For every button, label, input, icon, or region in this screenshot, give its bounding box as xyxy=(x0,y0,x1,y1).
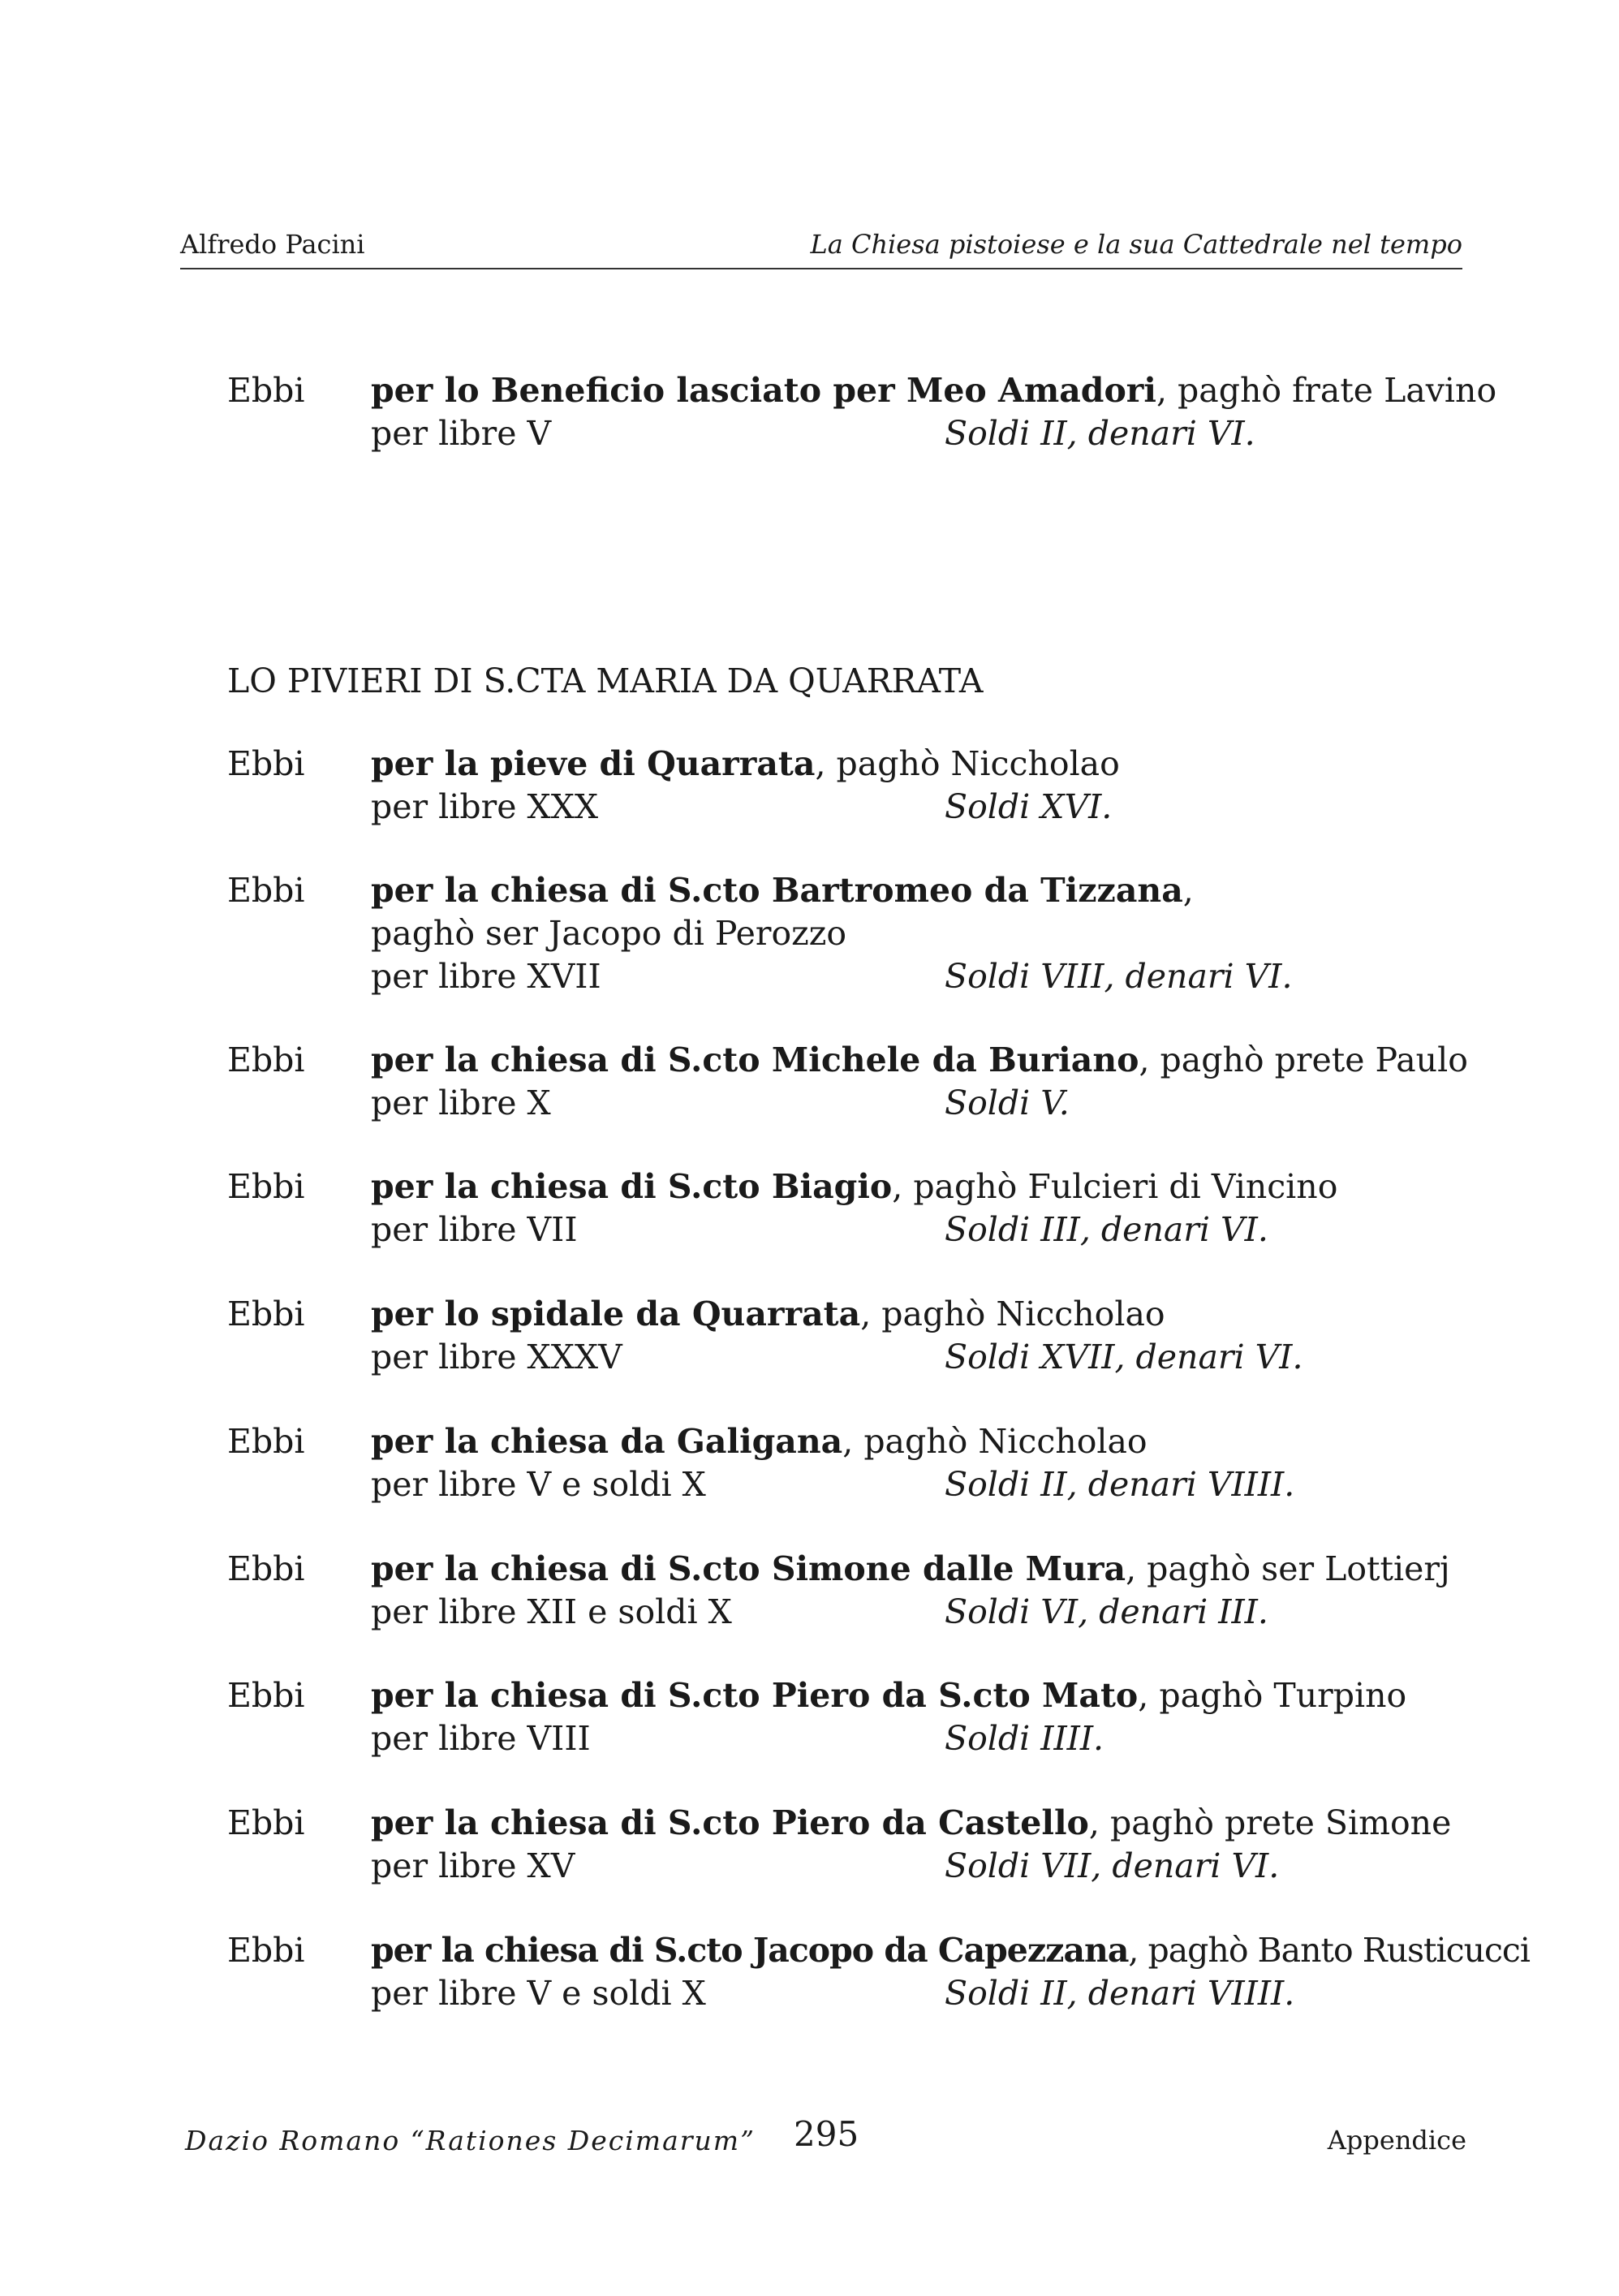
entry-desc-line xyxy=(371,1420,1539,1463)
entry-soldi: Soldi III, denari VI. xyxy=(945,1210,1268,1249)
entry-desc: per la chiesa di S.cto Piero da S.cto Mato xyxy=(371,1676,1139,1715)
entry-payer: , paghò prete Simone xyxy=(1088,1803,1452,1842)
entry-libre: per libre X xyxy=(371,1083,551,1122)
entry-payer: , paghò Banto Rusticucci xyxy=(1128,1931,1531,1970)
entry-label: Ebbi xyxy=(227,871,305,910)
entry-payer: , paghò frate Lavino xyxy=(1156,371,1497,410)
entry-label: Ebbi xyxy=(227,1422,305,1461)
entry-label: Ebbi xyxy=(227,1167,305,1206)
entry-desc: per la pieve di Quarrata xyxy=(371,744,816,783)
entry-body xyxy=(371,1293,1539,1379)
entry-label: Ebbi xyxy=(227,1803,305,1842)
entry-desc-line xyxy=(371,1802,1539,1845)
entry-desc: per lo spidale da Quarrata xyxy=(371,1294,861,1333)
entry-label: Ebbi xyxy=(227,1294,305,1333)
entry-label: Ebbi xyxy=(227,1931,305,1970)
entry-payer: , xyxy=(1182,871,1194,910)
entry-desc-line xyxy=(371,1548,1539,1591)
header-book-title: La Chiesa pistoiese e la sua Cattedrale nel tempo xyxy=(810,229,1462,260)
entry-desc: per la chiesa di S.cto Michele da Buriano xyxy=(371,1040,1139,1079)
entry-libre: per libre V e soldi X xyxy=(371,1465,706,1504)
entry-libre: per libre XVII xyxy=(371,957,601,996)
entry-desc-line xyxy=(371,743,1539,786)
footer-section-name: Appendice xyxy=(1327,2125,1466,2156)
entry-body xyxy=(371,1165,1539,1251)
entry-payer: , paghò ser Lottierj xyxy=(1126,1549,1450,1588)
entry-soldi: Soldi XVI. xyxy=(945,787,1113,826)
entry-soldi: Soldi IIII. xyxy=(945,1719,1104,1758)
entry-amount-line xyxy=(371,1463,1539,1506)
entry-payer: , paghò Niccholao xyxy=(842,1422,1148,1461)
entry-amount-line xyxy=(371,1972,1539,2015)
entry-soldi: Soldi II, denari VI. xyxy=(945,414,1255,453)
entry-desc: per la chiesa da Galigana xyxy=(371,1422,843,1461)
entry-desc-line xyxy=(371,1293,1539,1336)
entry-soldi: Soldi V. xyxy=(945,1083,1070,1122)
entry-label: Ebbi xyxy=(227,371,305,410)
entry-body xyxy=(371,369,1539,455)
entry-payer: , paghò Niccholao xyxy=(815,744,1120,783)
entry-payer: , paghò Turpino xyxy=(1138,1676,1407,1715)
entry-label: Ebbi xyxy=(227,1549,305,1588)
entry-payer: , paghò Fulcieri di Vincino xyxy=(892,1167,1338,1206)
entry-body xyxy=(371,1039,1539,1125)
entry-body xyxy=(371,869,1539,998)
entry-libre: per libre V e soldi X xyxy=(371,1974,706,2013)
entry-body xyxy=(371,1420,1539,1506)
entry-body xyxy=(371,1929,1539,2015)
entry-amount-line xyxy=(371,1336,1539,1379)
footer-series-title: Dazio Romano “Rationes Decimarum” xyxy=(185,2125,756,2156)
page-number: 295 xyxy=(794,2114,859,2154)
entry-amount-line xyxy=(371,412,1539,455)
entry-desc: per la chiesa di S.cto Jacopo da Capezzana xyxy=(371,1931,1129,1970)
entry-desc-line xyxy=(371,869,1539,912)
entry-desc: per lo Beneficio lasciato per Meo Amadori xyxy=(371,371,1156,410)
entry-libre: per libre V xyxy=(371,414,552,453)
entry-desc-line xyxy=(371,1929,1539,1972)
entry-libre: per libre XXX xyxy=(371,787,599,826)
running-header xyxy=(180,229,1462,269)
entry-amount-line xyxy=(371,1845,1539,1888)
entry-amount-line xyxy=(371,1591,1539,1634)
entry-soldi: Soldi VII, denari VI. xyxy=(945,1846,1280,1885)
entry-libre: per libre XV xyxy=(371,1846,575,1885)
entry-soldi: Soldi VI, denari III. xyxy=(945,1592,1268,1631)
entry-label: Ebbi xyxy=(227,744,305,783)
header-author: Alfredo Pacini xyxy=(180,229,365,260)
entry-desc: per la chiesa di S.cto Simone dalle Mura xyxy=(371,1549,1126,1588)
entry-body xyxy=(371,1548,1539,1634)
entry-desc: per la chiesa di S.cto Bartromeo da Tizzana xyxy=(371,871,1183,910)
entry-soldi: Soldi II, denari VIIII. xyxy=(945,1465,1295,1504)
entry-payer-line: paghò ser Jacopo di Perozzo xyxy=(371,914,847,953)
entry-soldi: Soldi II, denari VIIII. xyxy=(945,1974,1295,2013)
entry-amount-line xyxy=(371,786,1539,829)
entry-soldi: Soldi VIII, denari VI. xyxy=(945,957,1293,996)
entry-desc-line xyxy=(371,1674,1539,1717)
entry-desc-line xyxy=(371,369,1539,412)
entry-libre: per libre XXXV xyxy=(371,1338,622,1376)
entry-payer: , paghò prete Paulo xyxy=(1139,1040,1468,1079)
section-title: LO PIVIERI DI S.CTA MARIA DA QUARRATA xyxy=(227,661,984,700)
entry-body xyxy=(371,743,1539,829)
entry-amount-line xyxy=(371,1208,1539,1251)
entry-label: Ebbi xyxy=(227,1040,305,1079)
entry-body xyxy=(371,1802,1539,1888)
entry-desc-line xyxy=(371,1039,1539,1082)
entry-amount-line xyxy=(371,1717,1539,1760)
entry-desc: per la chiesa di S.cto Biagio xyxy=(371,1167,893,1206)
entry-soldi: Soldi XVII, denari VI. xyxy=(945,1338,1303,1376)
entry-payer: , paghò Niccholao xyxy=(860,1294,1165,1333)
entry-desc: per la chiesa di S.cto Piero da Castello xyxy=(371,1803,1089,1842)
entry-amount-line xyxy=(371,1082,1539,1125)
entry-amount-line xyxy=(371,955,1539,998)
entry-libre: per libre VIII xyxy=(371,1719,591,1758)
entry-libre: per libre VII xyxy=(371,1210,578,1249)
entry-libre: per libre XII e soldi X xyxy=(371,1592,732,1631)
entry-label: Ebbi xyxy=(227,1676,305,1715)
entry-desc-line xyxy=(371,1165,1539,1208)
entry-body xyxy=(371,1674,1539,1760)
